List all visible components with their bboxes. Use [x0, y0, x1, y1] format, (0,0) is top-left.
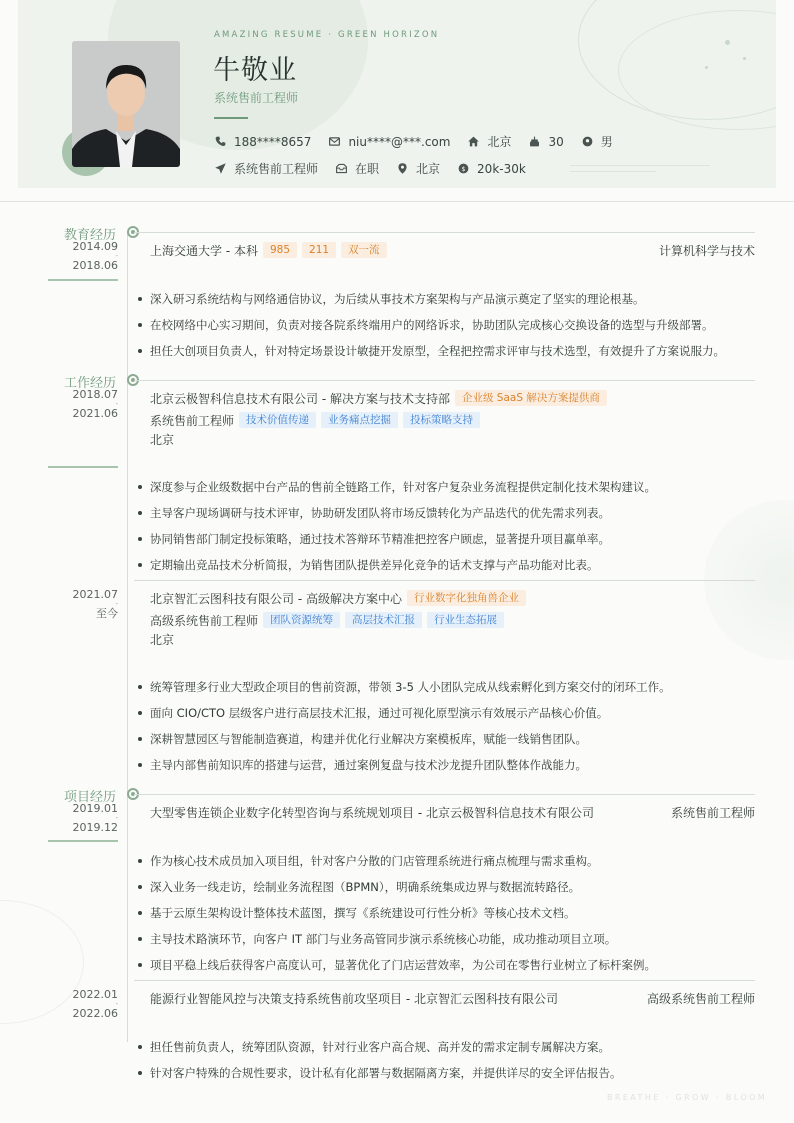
company-name: 北京智汇云图科技有限公司 - 高级解决方案中心 — [150, 591, 402, 606]
home-text: 北京 — [487, 135, 512, 149]
candidate-name: 牛敬业 — [213, 55, 297, 86]
list-item: 项目平稳上线后获得客户高度认可，显著优化了门店运营效率，为公司在零售行业树立了标杆案例。 — [138, 956, 768, 982]
phone-icon — [214, 135, 227, 148]
list-item: 主导客户现场调研与技术评审，协助研发团队将市场反馈转化为产品迭代的优先需求列表。 — [138, 504, 768, 530]
candidate-headline: 系统售前工程师 — [214, 91, 299, 105]
school-tag: 211 — [302, 242, 336, 258]
work-entry-header — [134, 580, 755, 647]
company-name: 北京云极智科信息技术有限公司 - 解决方案与技术支持部 — [150, 391, 450, 406]
date-range — [48, 803, 118, 833]
intent-status-text: 在职 — [355, 162, 380, 176]
brand-tagline: AMAZING RESUME · GREEN HORIZON — [214, 30, 440, 40]
list-item: 基于云原生架构设计整体技术蓝图，撰写《系统建设可行性分析》等核心技术文档。 — [138, 904, 768, 930]
section-title-projects: 项目经历 — [63, 790, 116, 805]
email-text: niu****@***.com — [348, 134, 451, 149]
home-icon — [467, 135, 480, 148]
date-end: 2022.06 — [72, 1007, 118, 1020]
list-item: 担任售前负责人，统筹团队资源，针对行业客户高合规、高并发的需求定制专属解决方案。 — [138, 1038, 768, 1064]
job-city: 北京 — [150, 432, 175, 447]
section-title-work: 工作经历 — [63, 376, 116, 391]
send-icon — [214, 162, 227, 175]
section-title-education: 教育经历 — [63, 228, 116, 243]
decor-lines — [570, 165, 710, 175]
list-item: 统筹管理多行业大型政企项目的售前资源，带领 3-5 人小团队完成从线索孵化到方案交付的闭环工作。 — [138, 678, 768, 704]
project-entry-header — [134, 980, 755, 1009]
date-end: 2021.06 — [72, 407, 118, 420]
intent-status — [335, 160, 379, 177]
list-item: 深度参与企业级数据中台产品的售前全链路工作，针对客户复杂业务流程提供定制化技术架构建议。 — [138, 478, 768, 504]
contact-age — [528, 135, 563, 149]
date-end: 2018.06 — [72, 259, 118, 272]
date-end: 2019.12 — [72, 821, 118, 834]
date-start: 2022.01 — [72, 988, 118, 1001]
company-tag: 行业数字化独角兽企业 — [407, 590, 526, 606]
date-underline — [48, 840, 118, 842]
job-intent-row — [214, 160, 543, 177]
list-item: 深入业务一线走访，绘制业务流程图（BPMN），明确系统集成边界与数据流转路径。 — [138, 878, 768, 904]
contact-home — [467, 133, 511, 150]
cake-icon — [528, 135, 541, 148]
major-name: 计算机科学与技术 — [658, 243, 755, 258]
contact-phone[interactable] — [214, 135, 311, 149]
education-entry-header — [134, 232, 755, 261]
education-bullets — [138, 290, 768, 368]
project-role: 系统售前工程师 — [670, 805, 755, 820]
list-item: 主导技术路演环节，向客户 IT 部门与业务高管同步演示系统核心功能，成功推动项目立项。 — [138, 930, 768, 956]
project-entry-header — [134, 794, 755, 823]
list-item: 担任大创项目负责人，针对特定场景设计敏捷开发原型，全程把控需求评审与技术选型，有效提升了方案说服力。 — [138, 342, 768, 368]
skill-tag: 投标策略支持 — [403, 412, 480, 428]
date-range — [48, 589, 118, 619]
date-separator: - — [115, 600, 118, 608]
mail-icon — [328, 135, 341, 148]
skill-tag: 团队资源统筹 — [263, 612, 340, 628]
phone-text: 188****8657 — [234, 134, 312, 149]
accent-divider — [214, 117, 248, 119]
date-underline — [48, 466, 118, 468]
avatar — [72, 41, 180, 167]
date-separator: - — [115, 814, 118, 822]
intent-position-text: 系统售前工程师 — [234, 162, 319, 176]
footer-brand: BREATHE · GROW · BLOOM — [607, 1093, 768, 1102]
list-item: 作为核心技术成员加入项目组，针对客户分散的门店管理系统进行痛点梳理与需求重构。 — [138, 852, 768, 878]
list-item: 针对客户特殊的合规性要求，设计私有化部署与数据隔离方案，并提供详尽的安全评估报告。 — [138, 1064, 768, 1090]
intent-salary-text: 20k-30k — [477, 161, 526, 176]
list-item: 协同销售部门制定投标策略，通过技术答辩环节精准把控客户顾虑，显著提升项目赢单率。 — [138, 530, 768, 556]
intent-city — [396, 160, 440, 177]
decor-dot — [725, 40, 730, 45]
gender-text: 男 — [600, 135, 613, 149]
date-range — [48, 989, 118, 1019]
school-tag: 双一流 — [341, 242, 387, 258]
date-start: 2021.07 — [72, 588, 118, 601]
list-item: 主导内部售前知识库的搭建与运营，通过案例复盘与技术沙龙提升团队整体作战能力。 — [138, 756, 768, 782]
work-bullets — [138, 678, 768, 782]
work-bullets — [138, 478, 768, 582]
list-item: 深入研习系统结构与网络通信协议，为后续从事技术方案架构与产品演示奠定了坚实的理论根基。 — [138, 290, 768, 316]
school-tag: 985 — [263, 242, 297, 258]
company-tag: 企业级 SaaS 解决方案提供商 — [455, 390, 607, 406]
date-separator: - — [115, 1000, 118, 1008]
work-entry-header — [134, 380, 755, 447]
date-separator: - — [115, 400, 118, 408]
project-bullets — [138, 852, 768, 982]
date-start: 2014.09 — [72, 240, 118, 253]
list-item: 面向 CIO/CTO 层级客户进行高层技术汇报，通过可视化原型演示有效展示产品核心价值。 — [138, 704, 768, 730]
contact-row — [214, 133, 630, 150]
decor-dot — [743, 57, 746, 60]
skill-tag: 行业生态拓展 — [427, 612, 504, 628]
age-text: 30 — [548, 134, 564, 149]
school-name: 上海交通大学 - 本科 — [150, 243, 258, 258]
date-separator: - — [115, 252, 118, 260]
project-name: 能源行业智能风控与决策支持系统售前攻坚项目 - 北京智汇云图科技有限公司 — [150, 991, 558, 1006]
contact-gender — [581, 133, 613, 150]
date-underline — [48, 279, 118, 281]
date-range — [48, 241, 118, 271]
decor-dot — [705, 66, 708, 69]
project-name: 大型零售连锁企业数字化转型咨询与系统规划项目 - 北京云极智科信息技术有限公司 — [150, 805, 594, 820]
list-item: 在校网络中心实习期间，负责对接各院系终端用户的网络诉求，协助团队完成核心交换设备的选型与升级部署。 — [138, 316, 768, 342]
job-title: 高级系统售前工程师 — [150, 613, 259, 628]
intent-city-text: 北京 — [416, 162, 441, 176]
project-bullets — [138, 1038, 768, 1090]
list-item: 深耕智慧园区与智能制造赛道，构建并优化行业解决方案模板库，赋能一线销售团队。 — [138, 730, 768, 756]
date-range — [48, 389, 118, 419]
svg-text:$: $ — [461, 164, 466, 173]
skill-tag: 业务痛点挖掘 — [321, 412, 398, 428]
intent-position — [214, 160, 318, 177]
job-city: 北京 — [150, 632, 175, 647]
date-end: 至今 — [96, 607, 118, 620]
date-start: 2018.07 — [72, 388, 118, 401]
header-divider — [0, 201, 794, 202]
intent-salary — [457, 162, 526, 176]
skill-tag: 技术价值传递 — [239, 412, 316, 428]
date-start: 2019.01 — [72, 802, 118, 815]
inbox-icon — [335, 162, 348, 175]
job-title: 系统售前工程师 — [150, 413, 235, 428]
contact-email[interactable] — [328, 135, 450, 149]
salary-icon — [457, 162, 470, 175]
location-pin-icon — [396, 162, 409, 175]
gender-icon — [581, 135, 594, 148]
project-role: 高级系统售前工程师 — [646, 991, 755, 1006]
list-item: 定期输出竞品技术分析简报，为销售团队提供差异化竞争的话术支撑与产品功能对比表。 — [138, 556, 768, 582]
skill-tag: 高层技术汇报 — [345, 612, 422, 628]
timeline-axis — [127, 232, 128, 1042]
